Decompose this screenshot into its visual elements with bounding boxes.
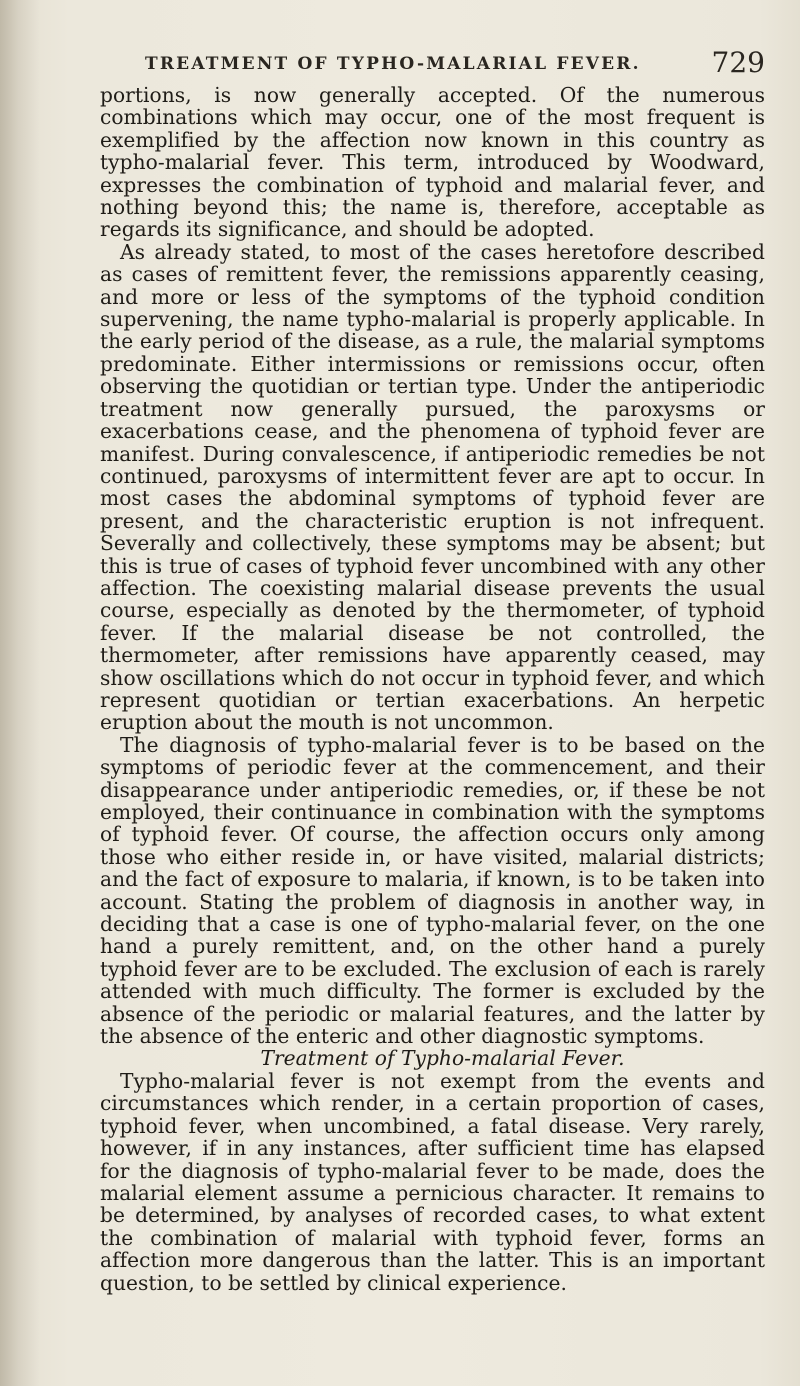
running-head [145, 46, 765, 82]
body-text [100, 84, 765, 1294]
running-title: TREATMENT OF TYPHO-MALARIAL FEVER. [145, 54, 641, 74]
paragraph-diagnosis: The diagnosis of typho-malarial fever is to be based on the symptoms of periodic fever at the commencement, and their disappearance under antiperiodic remedies, or, if these be not employed, their continuance in combination with the symptoms of typhoid fever. Of course, the affection occurs only among those who either reside in, or have visited, malarial districts; and the fact of exposure to malaria, if known, is to be taken into account. Stating the problem of diagnosis in another way, in deciding that a case is one of typho-malarial fever, on the one hand a purely remittent, and, on the other hand a purely typhoid fever are to be excluded. The exclusion of each is rarely attended with much difficulty. The former is excluded by the absence of the periodic or malarial features, and the latter by the absence of the enteric and other diagnostic symptoms. [100, 732, 765, 1049]
page-number: 729 [711, 46, 765, 79]
gutter-shadow [0, 0, 40, 1386]
section-heading: Treatment of Typho-malarial Fever. [260, 1046, 625, 1071]
paragraph-treatment: Typho-malarial fever is not exempt from the events and circumstances which render, in a certain proportion of cases, typhoid fever, when uncombined, a fatal disease. Very rarely, however, if in any instances, after sufficient time has elapsed for the diagnosis of typho-malarial fever to be made, does the malarial element assume a pernicious character. It remains to be determined, by analyses of recorded cases, to what extent the combination of malarial with typhoid fever, forms an affection more dangerous than the latter. This is an important question, to be settled by clinical experience. [100, 1068, 765, 1295]
paragraph-continuation: portions, is now generally accepted. Of the numerous combinations which may occur, one of the most frequent is exemplified by the affection now known in this country as typho-malarial fever. This term, introduced by Woodward, expresses the combination of typhoid and malarial fever, and nothing beyond this; the name is, therefore, acceptable as regards its significance, and should be adopted. [100, 83, 765, 242]
paragraph-remittent-fever: As already stated, to most of the cases heretofore described as cases of remittent fever, the remissions apparently ceasing, and more or less of the symptoms of the typhoid condition supervening, the name typho-malarial is properly applicable. In the early period of the disease, as a rule, the malarial symptoms predominate. Either intermissions or remissions occur, often observing the quotidian or tertian type. Under the antiperiodic treatment now generally pursued, the paroxysms or exacerbations cease, and the phenomena of typhoid fever are manifest. During convalescence, if antiperiodic remedies be not continued, paroxysms of intermittent fever are apt to occur. In most cases the abdominal symptoms of typhoid fever are present, and the characteristic eruption is not infrequent. Severally and collectively, these symptoms may be absent; but this is true of cases of typhoid fever uncombined with any other affection. The coexisting malarial disease prevents the usual course, especially as denoted by the thermometer, of typhoid fever. If the malarial disease be not controlled, the thermometer, after remissions have apparently ceased, may show oscillations which do not occur in typhoid fever, and which represent quotidian or tertian exacerbations. An herpetic eruption about the mouth is not uncommon. [100, 239, 765, 735]
